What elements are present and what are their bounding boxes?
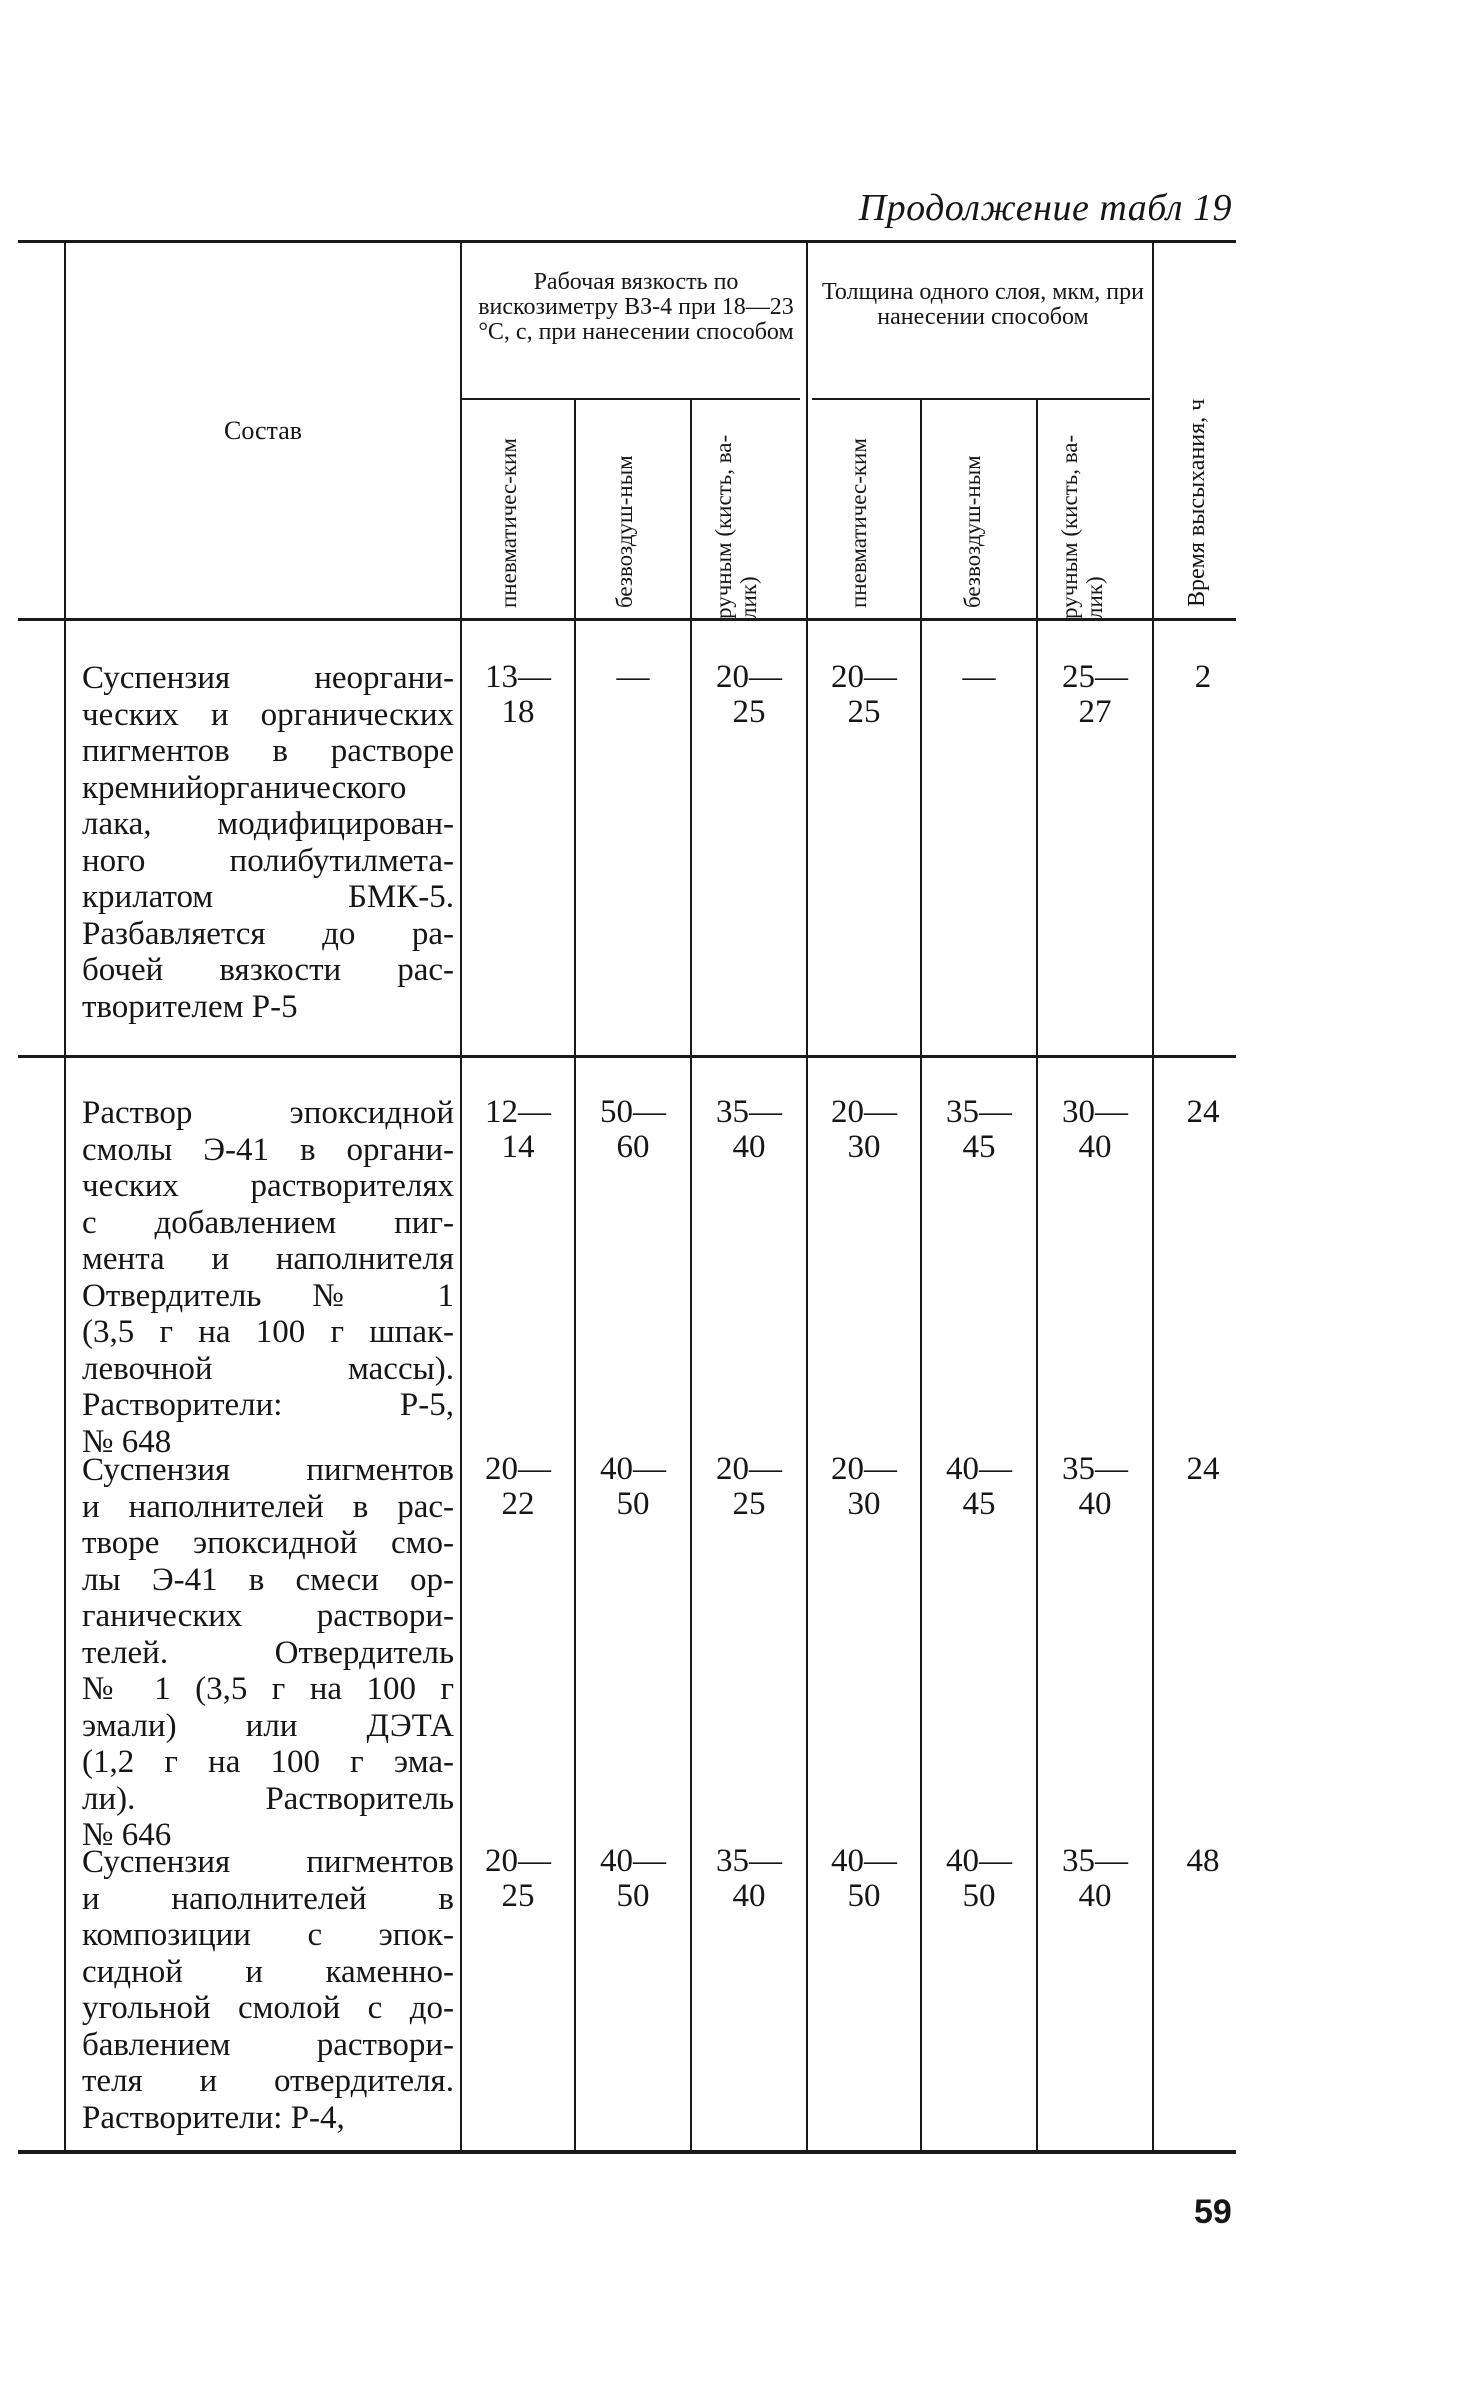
composition-line: и наполнителей в рас- xyxy=(82,1488,454,1525)
cell-drying-time: 2 xyxy=(1194,659,1212,695)
subheader-rule-thickness xyxy=(812,398,1150,400)
composition-line: ческих растворителях xyxy=(82,1168,454,1204)
cell-value-line: — xyxy=(962,659,996,695)
header-thick-airless: безвоздуш-ным xyxy=(960,455,985,608)
composition-line: пигментов в растворе xyxy=(82,733,454,769)
header-thick-manual: ручным (кисть, ва-лик) xyxy=(1057,434,1107,619)
table-bottom-rule xyxy=(18,2150,1236,2154)
cell-value-line: 40 xyxy=(732,1878,766,1914)
cell-drying-time: 48 xyxy=(1186,1843,1220,1879)
column-rule-left xyxy=(64,243,66,2150)
cell-visc-airless xyxy=(576,660,690,695)
cell-value-line: 20— xyxy=(485,1451,551,1487)
cell-visc-manual xyxy=(692,1095,806,1165)
header-visc-manual: ручным (кисть, ва-лик) xyxy=(711,434,761,619)
cell-value-line: 25— xyxy=(1062,659,1128,695)
subheader-rule-viscosity xyxy=(462,398,800,400)
cell-value-line: 50 xyxy=(616,1486,650,1522)
composition-line: бавлением раствори- xyxy=(82,2026,454,2063)
cell-value-line: 25 xyxy=(732,694,766,730)
composition-line: сидной и каменно- xyxy=(82,1953,454,1990)
page-number: 59 xyxy=(1194,2193,1232,2231)
cell-value-line: 20— xyxy=(716,659,782,695)
composition-line: эмали) или ДЭТА xyxy=(82,1707,454,1744)
composition-line: ческих и органических xyxy=(82,696,454,733)
cell-thick-airless xyxy=(922,1095,1036,1165)
cell-value-line: 20— xyxy=(831,1451,897,1487)
cell-value-line: 40 xyxy=(1078,1129,1112,1165)
cell-value-line: 12— xyxy=(485,1094,551,1130)
composition-line: ли). Растворитель xyxy=(82,1780,454,1817)
cell-value-line: 40— xyxy=(600,1451,666,1487)
cell-value-line: 35— xyxy=(716,1843,782,1879)
cell-value-line: 50 xyxy=(847,1878,881,1914)
cell-value-line: 40— xyxy=(946,1843,1012,1879)
composition-line: Растворители: Р-4, xyxy=(82,2099,345,2136)
cell-drying-time: 24 xyxy=(1186,1094,1220,1130)
cell-thick-manual xyxy=(1038,1844,1152,1914)
cell-thick-pneumatic xyxy=(808,1844,920,1914)
composition-line: (1,2 г на 100 г эма- xyxy=(82,1744,454,1780)
cell-value-line: 45 xyxy=(962,1486,996,1522)
header-composition: Состав xyxy=(223,416,303,445)
composition-line: теля и отвердителя. xyxy=(82,2063,454,2099)
cell-thick-manual xyxy=(1038,660,1152,730)
cell-value-line: 50— xyxy=(600,1094,666,1130)
cell-visc-airless xyxy=(576,1844,690,1914)
cell-visc-airless xyxy=(576,1452,690,1522)
composition-line: Суспензия неоргани- xyxy=(82,660,454,696)
cell-thick-airless xyxy=(922,1844,1036,1914)
cell-value-line: 40 xyxy=(1078,1878,1112,1914)
cell-value-line: 40— xyxy=(946,1451,1012,1487)
composition-line: Разбавляется до ра- xyxy=(82,915,454,952)
composition-line: Отвердитель № 1 xyxy=(82,1277,454,1314)
cell-thick-manual xyxy=(1038,1095,1152,1165)
composition-line: лака, модифицирован- xyxy=(82,806,454,842)
cell-value-line: 40— xyxy=(600,1843,666,1879)
cell-value-line: 60 xyxy=(616,1129,650,1165)
cell-value-line: 20— xyxy=(716,1451,782,1487)
header-thick-pneumatic: пневматичес-ким xyxy=(846,438,871,608)
cell-visc-manual xyxy=(692,1844,806,1914)
composition-line: Растворители: Р-5, xyxy=(82,1387,454,1423)
cell-value-line: 20— xyxy=(831,1094,897,1130)
cell-thick-airless xyxy=(922,1452,1036,1522)
composition-line: Суспензия пигментов xyxy=(82,1452,454,1488)
composition-line: № 1 (3,5 г на 100 г xyxy=(82,1671,454,1707)
header-drying-time: Время высыхания, ч xyxy=(1184,398,1210,607)
cell-value-line: 22 xyxy=(501,1486,535,1522)
cell-thick-airless xyxy=(922,660,1036,695)
composition-line: ганических раствори- xyxy=(82,1598,454,1634)
cell-value-line: 30 xyxy=(847,1486,881,1522)
composition-line: смолы Э-41 в органи- xyxy=(82,1131,454,1168)
cell-value-line: 25 xyxy=(501,1878,535,1914)
cell-value-line: 30— xyxy=(1062,1094,1128,1130)
cell-value-line: 40 xyxy=(732,1129,766,1165)
header-viscosity-group: Рабочая вязкость по вискозиметру ВЗ-4 при 18—23 °С, с, при нанесении способом xyxy=(478,269,794,345)
composition-line: кремнийорганического xyxy=(82,769,407,806)
composition-line: бочей вязкости рас- xyxy=(82,952,454,988)
header-visc-pneumatic: пневматичес-ким xyxy=(496,438,521,608)
cell-value-line: 27 xyxy=(1078,694,1112,730)
cell-value-line: 35— xyxy=(946,1094,1012,1130)
header-thickness-group: Толщина одного слоя, мкм, при нанесении способом xyxy=(822,279,1144,330)
table-caption: Продолжение табл 19 xyxy=(858,187,1232,229)
composition-line: телей. Отвердитель xyxy=(82,1634,454,1671)
row-separator-rule xyxy=(18,1055,1236,1058)
cell-thick-pneumatic xyxy=(808,1452,920,1522)
composition-line: ного полибутилмета- xyxy=(82,842,454,879)
cell-drying-time: 24 xyxy=(1186,1451,1220,1487)
cell-value-line: 25 xyxy=(847,694,881,730)
composition-line: творителем Р-5 xyxy=(82,988,298,1025)
cell-value-line: 45 xyxy=(962,1129,996,1165)
cell-visc-manual xyxy=(692,1452,806,1522)
cell-value-line: 20— xyxy=(485,1843,551,1879)
composition-line: мента и наполнителя xyxy=(82,1241,454,1277)
composition-line: угольной смолой с до- xyxy=(82,1990,454,2026)
cell-value-line: 40 xyxy=(1078,1486,1112,1522)
cell-value-line: 35— xyxy=(1062,1843,1128,1879)
header-bottom-rule xyxy=(18,618,1236,621)
cell-visc-pneumatic xyxy=(462,660,574,730)
composition-line: крилатом БМК-5. xyxy=(82,879,454,915)
composition-line: левочной массы). xyxy=(82,1350,454,1387)
composition-line: и наполнителей в xyxy=(82,1880,454,1917)
cell-value-line: 20— xyxy=(831,659,897,695)
cell-value-line: 35— xyxy=(1062,1451,1128,1487)
cell-value-line: 30 xyxy=(847,1129,881,1165)
cell-visc-pneumatic xyxy=(462,1095,574,1165)
cell-visc-manual xyxy=(692,660,806,730)
cell-visc-airless xyxy=(576,1095,690,1165)
table-top-rule xyxy=(18,240,1236,243)
cell-value-line: — xyxy=(616,659,650,695)
cell-value-line: 50 xyxy=(962,1878,996,1914)
cell-value-line: 50 xyxy=(616,1878,650,1914)
cell-value-line: 35— xyxy=(716,1094,782,1130)
cell-value-line: 25 xyxy=(732,1486,766,1522)
composition-line: Раствор эпоксидной xyxy=(82,1095,454,1131)
composition-line: Суспензия пигментов xyxy=(82,1844,454,1880)
cell-value-line: 14 xyxy=(501,1129,535,1165)
composition-line: творе эпоксидной смо- xyxy=(82,1525,454,1561)
composition-line: лы Э-41 в смеси ор- xyxy=(82,1561,454,1598)
composition-line: с добавлением пиг- xyxy=(82,1204,454,1241)
composition-line: композиции с эпок- xyxy=(82,1917,454,1953)
header-visc-airless: безвоздуш-ным xyxy=(612,455,637,608)
composition-line: № 646 xyxy=(82,1817,172,1853)
cell-thick-pneumatic xyxy=(808,660,920,730)
cell-value-line: 13— xyxy=(485,659,551,695)
cell-visc-pneumatic xyxy=(462,1452,574,1522)
cell-value-line: 18 xyxy=(501,694,535,730)
composition-line: № 648 xyxy=(82,1423,172,1460)
cell-thick-manual xyxy=(1038,1452,1152,1522)
composition-line: (3,5 г на 100 г шпак- xyxy=(82,1314,454,1350)
cell-thick-pneumatic xyxy=(808,1095,920,1165)
cell-value-line: 40— xyxy=(831,1843,897,1879)
cell-visc-pneumatic xyxy=(462,1844,574,1914)
